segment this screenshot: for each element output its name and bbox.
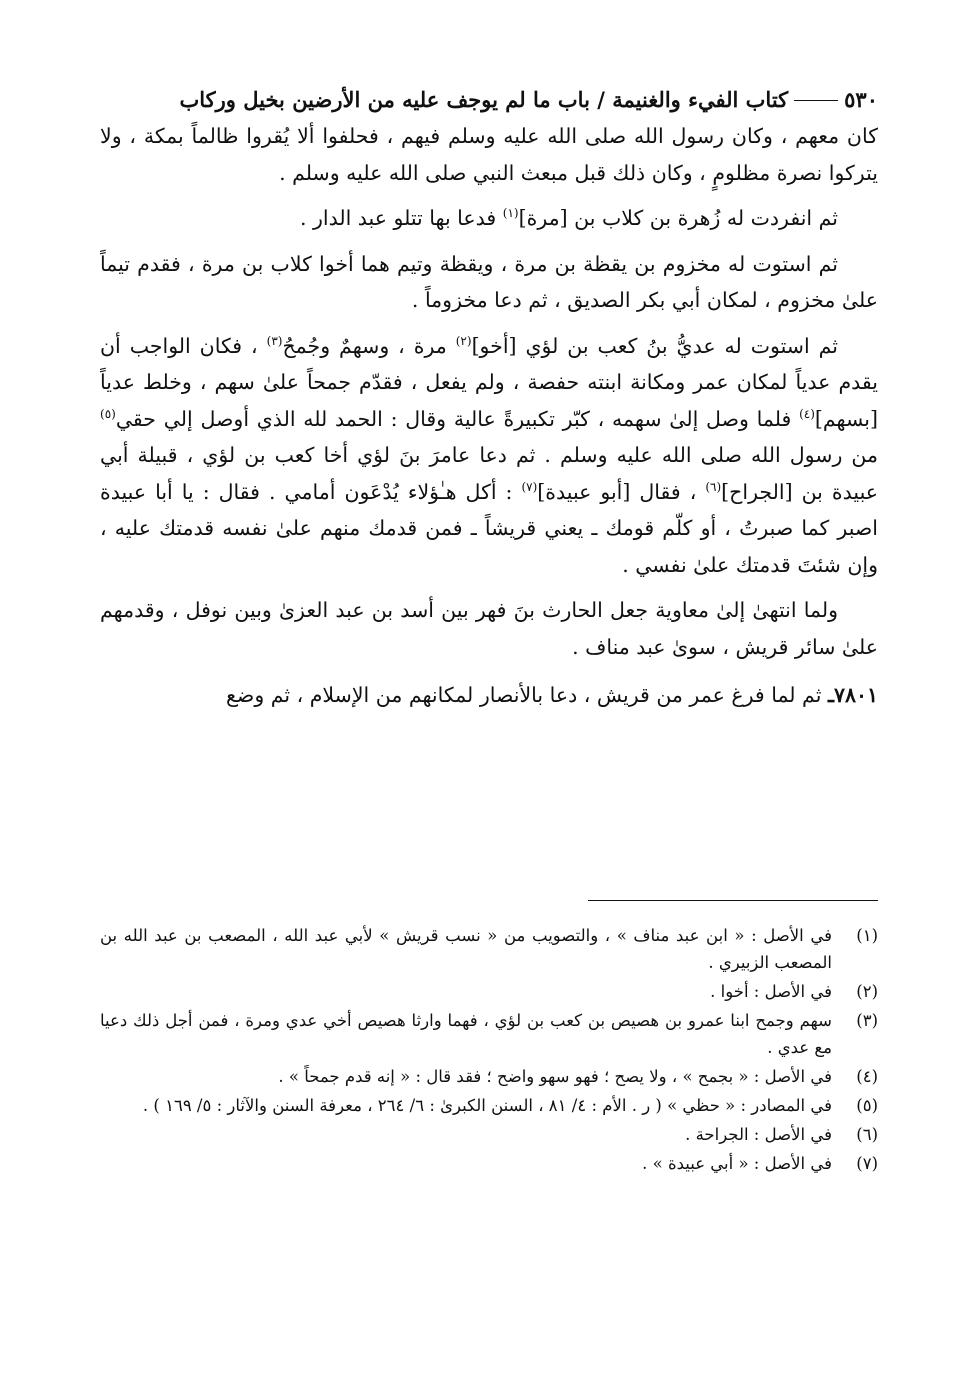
running-header <box>100 82 878 118</box>
footnote-ref-7: (٧) <box>521 479 538 494</box>
main-text <box>100 118 878 665</box>
footnote-6 <box>100 1121 878 1148</box>
footnote-number: (٤) <box>856 1067 878 1086</box>
header-rule <box>794 100 838 101</box>
footnote-1 <box>100 922 878 976</box>
entry-text: ثم لما فرغ عمر من قريش ، دعا بالأنصار لمكانهم من الإسلام ، ثم وضع <box>226 683 828 707</box>
new-entry-line <box>100 677 878 714</box>
page-number: ٥٣٠ <box>844 87 878 112</box>
book-title: كتاب الفيء والغنيمة / باب ما لم يوجف عليه من الأرضين بخيل وركاب <box>179 87 789 112</box>
footnote-text: في الأصل : أخوا . <box>710 982 832 1001</box>
footnote-divider <box>588 900 878 901</box>
footnote-ref-6: (٦) <box>705 479 722 494</box>
paragraph-5: ولما انتهىٰ إلىٰ معاوية جعل الحارث بنَ فهر بين أسد بن عبد العزىٰ وبين نوفل ، وقدمهم علىٰ سائر قريش ، سوىٰ عبد مناف . <box>100 598 878 659</box>
footnote-ref-2: (٢) <box>455 333 472 348</box>
footnote-5 <box>100 1092 878 1119</box>
footnote-2 <box>100 978 878 1005</box>
footnote-number: (٢) <box>856 982 878 1001</box>
footnote-text: سهم وجمح ابنا عمرو بن هصيص بن كعب بن لؤي ، فهما وارثا هصيص أخي عدي ومرة ، فمن أجل ذلك دعيا مع عدي . <box>100 1011 832 1057</box>
footnote-text: في المصادر : « حظي » ( ر . الأم : ٤/ ٨١ ، السنن الكبرىٰ : ٦/ ٢٦٤ ، معرفة السنن والآثار : ٥/ ١٦٩ ) . <box>142 1096 832 1115</box>
footnote-number: (٦) <box>856 1125 878 1144</box>
paragraph-4: ثم استوت له عديُّ بنُ كعب بن لؤي [أخو]$^{(٢)}$ مرة ، وسهمٌ وجُمحُ$^{(٣)}$ ، فكان الواجب أن يقدم عدياً لمكان عمر ومكانة ابنته حفصة ، ولم يفعل ، فقدّم جمحاً علىٰ سهم ، وخلط عدياً [بسهم]$^{(٤)}$ فلما وصل إلىٰ سهمه ، كبّر تكبيرةً عالية وقال : الحمد لله الذي أوصل إلي حقي$^{(٥)}$ من رسول الله صلى الله عليه وسلم . ثم دعا عامرَ بنَ لؤي أخا كعب بن لؤي ، قبيلة أبي عبيدة بن [الجراح]$^{(٦)}$ ، فقال [أبو عبيدة]$^{(٧)}$ : أكل هـٰؤلاء يُدْعَون أمامي . فقال : يا أبا عبيدة اصبر كما صبرتُ ، أو كلّم قومك ـ يعني قريشاً ـ فمن قدمك منهم علىٰ نفسه قدمتك عليه ، وإن شئتَ قدمتك علىٰ نفسي . <box>100 333 878 577</box>
footnote-ref-4: (٤) <box>799 406 815 421</box>
paragraph-3: ثم استوت له مخزوم بن يقظة بن مرة ، ويقظة وتيم هما أخوا كلاب بن مرة ، فقدم تيماً علىٰ مخزوم ، لمكان أبي بكر الصديق ، ثم دعا مخزوماً . <box>100 251 878 312</box>
footnote-number: (٣) <box>856 1011 878 1030</box>
paragraph-1: كان معهم ، وكان رسول الله صلى الله عليه وسلم فيهم ، فحلفوا ألا يُقروا ظالماً بمكة ، ولا يتركوا نصرة مظلومٍ ، وكان ذلك قبل مبعث النبي صلى الله عليه وسلم . <box>100 124 878 185</box>
footnote-number: (١) <box>856 926 878 945</box>
footnotes <box>100 922 878 1179</box>
footnote-number: (٥) <box>856 1096 878 1115</box>
entry-number: ٧٨٠١ـ <box>827 683 878 707</box>
footnote-text: في الأصل : « ابن عبد مناف » ، والتصويب من « نسب قريش » لأبي عبد الله ، المصعب بن عبد الله بن المصعب الزبيري . <box>100 926 832 972</box>
footnote-text: في الأصل : « بجمح » ، ولا يصح ؛ فهو سهو واضح ؛ فقد قال : « إنه قدم جمحاً » . <box>278 1067 832 1086</box>
page <box>100 82 878 1173</box>
footnote-ref-5: (٥) <box>100 406 116 421</box>
footnote-ref-3: (٣) <box>266 333 283 348</box>
footnote-4 <box>100 1063 878 1090</box>
footnote-3 <box>100 1007 878 1061</box>
footnote-text: في الأصل : « أبي عبيدة » . <box>642 1154 832 1173</box>
footnote-text: في الأصل : الجراحة . <box>685 1125 832 1144</box>
footnote-7 <box>100 1150 878 1177</box>
footnote-ref-1: (١) <box>502 206 519 221</box>
footnote-number: (٧) <box>856 1154 878 1173</box>
paragraph-2: ثم انفردت له زُهرة بن كلاب بن [مرة]$^{(١)}$ فدعا بها تتلو عبد الدار . <box>299 206 838 230</box>
